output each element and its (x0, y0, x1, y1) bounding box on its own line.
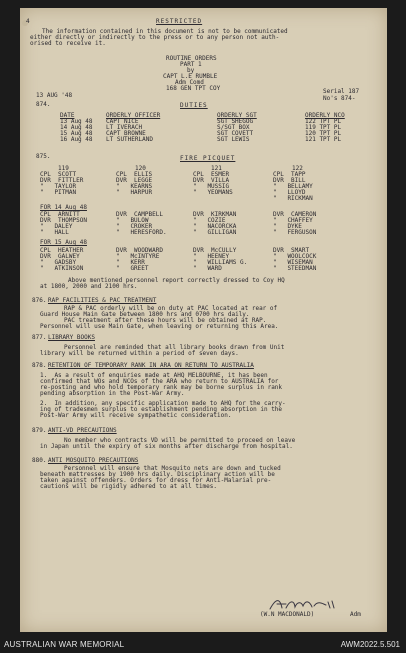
picquet-name: " YEOMANS (193, 189, 233, 196)
paragraph-line: in Japan until the expiry of six months after discharge from hospital. (40, 443, 293, 450)
corner-mark: 4 (26, 18, 30, 25)
paragraph-line: Personnel will use Main Gate, when leaving or returning this Area. (40, 323, 279, 330)
classification-heading: RESTRICTED (156, 18, 203, 25)
picquet-name: DVR THOMPSON (40, 217, 87, 224)
picquet-name: DVR LEGGE (116, 177, 153, 184)
paragraph-line: cautions will be rigidly adhered to at all times. (40, 483, 218, 490)
order-numbers: No's 874- (323, 95, 356, 102)
picquet-name: " KERR (116, 259, 145, 266)
paragraph-line: taken against offenders. Orders for dress for Anti-Malarial pre- (40, 477, 272, 484)
notice-line: either directly or indirectly to the press or to any person not auth- (30, 34, 280, 41)
section-number: 875. (36, 153, 51, 160)
platoon-number: 121 (211, 165, 222, 172)
section-title: RETENTION OF TEMPORARY RANK IN ARA ON RETURN TO AUSTRALIA (48, 362, 254, 369)
picquet-name: " KEARNS (116, 183, 153, 190)
paragraph-line: 2. In addition, any specific application made to AHQ for the carry- (40, 400, 286, 407)
picquet-name: " HEENEY (193, 253, 230, 260)
duties-header-date: DATE (60, 112, 75, 119)
platoon-number: 122 (292, 165, 303, 172)
picquet-name: DVR McCULLY (193, 247, 237, 254)
section-number: 878. (32, 362, 47, 369)
paragraph-line: Personnel are reminded that all library books drawn from Unit (64, 344, 285, 351)
footer-bar (0, 634, 406, 653)
picquet-name: " WISEMAN (273, 259, 313, 266)
duty-nco: 121 TPT PL (305, 136, 342, 143)
paragraph-line: ing of tradesmen surplus to establishment pending absorption in the (40, 406, 283, 413)
notice-line: orised to receive it. (30, 40, 106, 47)
picquet-name: DVR WOODWARD (116, 247, 163, 254)
picquet-name: DVR BILL (273, 177, 306, 184)
picquet-name: CPL TAPP (273, 171, 306, 178)
picquet-name: " WARD (193, 265, 222, 272)
picquet-name: CPL SCOTT (40, 171, 77, 178)
title-line: Adm Comd (175, 79, 204, 86)
picquet-name: " WOOLCOCK (273, 253, 317, 260)
duty-officer: LT IVERACH (106, 124, 143, 131)
picquet-name: " GREET (116, 265, 149, 272)
duties-header-officer: ORDERLY OFFICER (106, 112, 161, 119)
paragraph-line: library will be returned within a period of seven days. (40, 350, 239, 357)
picquet-name: " PITMAN (40, 189, 77, 196)
paragraph-line: PAC treatment after these hours will be obtained at RAP. (64, 317, 267, 324)
duties-header-sgt: ORDERLY SGT (217, 112, 257, 119)
section-number: 877. (32, 334, 47, 341)
duty-date: 13 Aug 48 (60, 118, 93, 125)
paragraph-line: re-posting and who hold temporary rank may be borne surplus in rank (40, 384, 283, 391)
signature-role: Adm (350, 611, 361, 618)
paragraph-line: RAP & PAC orderly will be on duty at PAC located at rear of (64, 305, 278, 312)
picquet-name: CPL ELLIS (116, 171, 153, 178)
picquet-name: DVR FITTLER (40, 177, 84, 184)
title-line: 168 GEN TPT COY (166, 85, 221, 92)
platoon-number: 120 (135, 165, 146, 172)
picquet-date-heading: FOR 14 Aug 48 (40, 204, 87, 211)
duty-officer: LT SUTHERLAND (106, 136, 153, 143)
picquet-name: " HARPUR (116, 189, 153, 196)
duty-sgt: SGT COVETT (217, 130, 254, 137)
duty-nco: 122 TPT PL (305, 118, 342, 125)
duty-date: 14 Aug 48 (60, 124, 93, 131)
section-title: LIBRARY BOOKS (48, 334, 95, 341)
picquet-name: " CROKER (116, 223, 153, 230)
picquet-name: DVR KIRKMAN (193, 211, 237, 218)
picquet-name: CPL ARNITT (40, 211, 80, 218)
picquet-date-heading: FOR 15 Aug 48 (40, 239, 87, 246)
section-title: ANTI-VD PRECAUTIONS (48, 427, 117, 434)
section-number: 874. (36, 101, 51, 108)
duty-nco: 120 TPT PL (305, 130, 342, 137)
title-line: CAPT L.E RUMBLE (163, 73, 218, 80)
picquet-name: CPL HEATHER (40, 247, 84, 254)
duties-header-nco: ORDERLY NCO (305, 112, 345, 119)
paragraph-line: Post-War Army will receive sympathetic consideration. (40, 412, 232, 419)
paragraph-line: 1. As a result of enquiries made at AHQ MELBOURNE, it has been (40, 372, 268, 379)
signature-name: (W.N MACDONALD) (260, 611, 315, 618)
section-title: RAP FACILITIES & PAC TREATMENT (48, 297, 157, 304)
paragraph-line: Guard House Main Gate between 1800 hrs and 0700 hrs daily. (40, 311, 250, 318)
picquet-name: " McINTYRE (116, 253, 160, 260)
order-date: 13 AUG '48 (36, 92, 73, 99)
picquet-name: " CHAFFEY (273, 217, 313, 224)
duty-sgt: SGT SHEGOG (217, 118, 254, 125)
duty-date: 15 Aug 48 (60, 130, 93, 137)
document-sheet (20, 8, 387, 632)
picquet-name: " NACORCKA (193, 223, 237, 230)
title-line: by (187, 67, 195, 74)
picquet-name: " TAYLOR (40, 183, 77, 190)
section-title: DUTIES (180, 102, 208, 109)
picquet-name: " WILLIAMS G. (193, 259, 248, 266)
picquet-name: CPL ESMER (193, 171, 230, 178)
title-line: ROUTINE ORDERS (166, 55, 217, 62)
picquet-name: " DYKE (273, 223, 302, 230)
picquet-name: " COZIE (193, 217, 226, 224)
title-line: PART 1 (180, 61, 202, 68)
picquet-name: " RICKMAN (273, 195, 313, 202)
picquet-name: DVR CAMERON (273, 211, 317, 218)
picquet-name: DVR VILLA (193, 177, 230, 184)
picquet-name: DVR CAMPBELL (116, 211, 163, 218)
section-number: 879. (32, 427, 47, 434)
picquet-name: " GADSBY (40, 259, 77, 266)
platoon-number: 119 (58, 165, 69, 172)
picquet-name: " ATKINSON (40, 265, 84, 272)
picquet-name: DVR SMART (273, 247, 310, 254)
duty-officer: CAPT BROWNE (106, 130, 146, 137)
picquet-name: " HERESFORD. (116, 229, 167, 236)
picquet-name: " LLOYD (273, 189, 306, 196)
duty-date: 16 Aug 48 (60, 136, 93, 143)
paragraph-line: pending absorption in the Post-War Army. (40, 390, 185, 397)
section-title: ANTI MOSQUITO PRECAUTIONS (48, 457, 139, 464)
serial-number: Serial 187 (323, 88, 360, 95)
picquet-name: " STEEDMAN (273, 265, 317, 272)
paragraph-line: Personnel will ensure that Mosquito nets are down and tucked (64, 465, 281, 472)
footer-institution: AUSTRALIAN WAR MEMORIAL (4, 640, 125, 649)
paragraph-line: No member who contracts VD will be permitted to proceed on leave (64, 437, 296, 444)
picquet-name: " MUSSIG (193, 183, 230, 190)
duty-officer: CAPT NICE (106, 118, 139, 125)
footer-accession-number: AWM2022.5.501 (340, 640, 400, 649)
picquet-name: " GILLIGAN (193, 229, 237, 236)
notice-line: The information contained in this document is not to be communicated (42, 28, 288, 35)
section-number: 876. (32, 297, 47, 304)
picquet-note: Above mentioned personnel report correctly dressed to Coy HQ (68, 277, 285, 284)
picquet-name: " DALEY (40, 223, 73, 230)
picquet-note: at 1800, 2000 and 2100 hrs. (40, 283, 138, 290)
paragraph-line: confirmed that WOs and NCOs of the ARA who return to AUSTRALIA for (40, 378, 279, 385)
paragraph-line: beneath mattresses by 1900 hrs daily. Disciplinary action will be (40, 471, 275, 478)
picquet-name: " BULOW (116, 217, 149, 224)
picquet-name: " FERGUSON (273, 229, 317, 236)
duty-nco: 119 TPT PL (305, 124, 342, 131)
picquet-name: " HALL (40, 229, 69, 236)
handwritten-signature (268, 596, 338, 612)
picquet-name: DVR GALWEY (40, 253, 80, 260)
section-title: FIRE PICQUET (180, 155, 236, 162)
duty-sgt: SGT LEWIS (217, 136, 250, 143)
duty-sgt: S/SGT BOX (217, 124, 250, 131)
picquet-name: " BELLAMY (273, 183, 313, 190)
section-number: 880. (32, 457, 47, 464)
